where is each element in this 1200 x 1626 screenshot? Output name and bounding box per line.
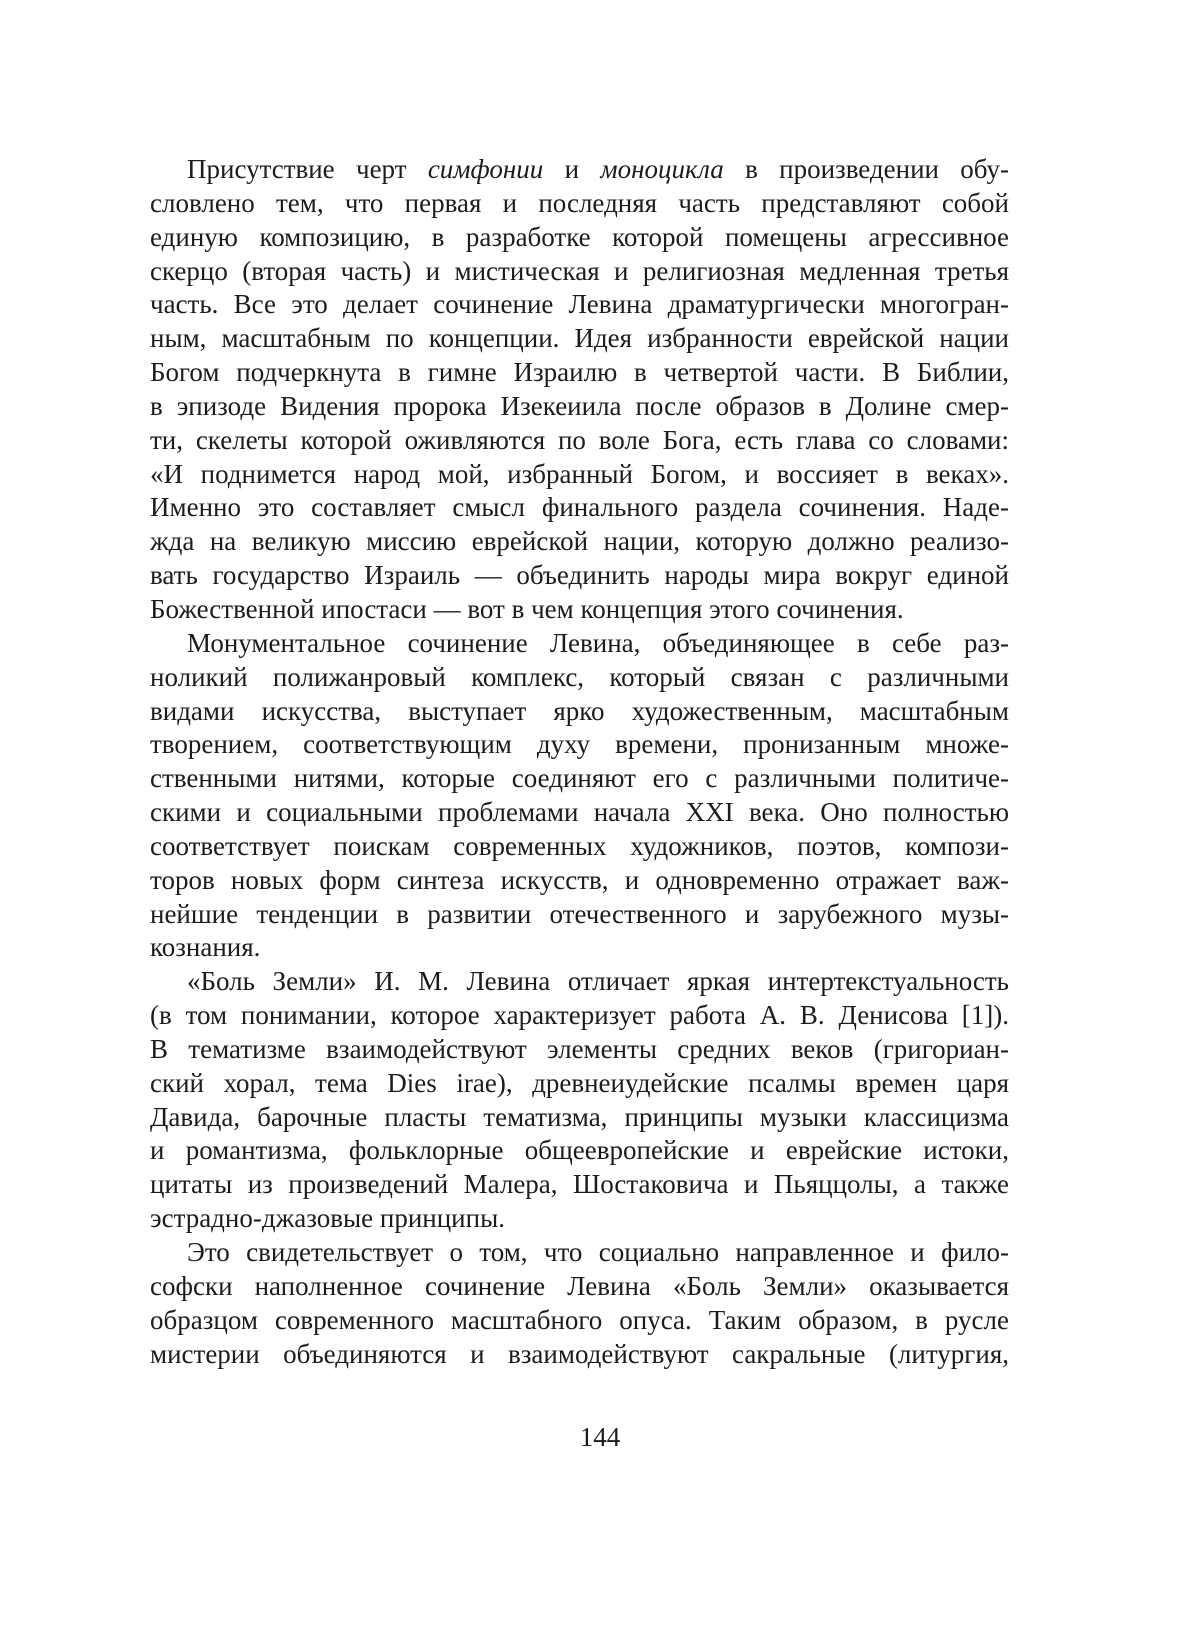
text-line: кознания. <box>150 932 261 963</box>
paragraph <box>150 153 1009 627</box>
text-line: (в том понимании, которое характеризует работа А. В. Денисова [1]). <box>150 1000 1009 1031</box>
text-line: мистерии объединяются и взаимодействуют сакральные (литургия, <box>150 1338 1009 1369</box>
text-line: ти, скелеты которой оживляются по воле Бога, есть глава со словами: <box>150 424 1009 455</box>
text-line: эстрадно-джазовые принципы. <box>150 1203 505 1234</box>
text-line <box>150 153 1009 187</box>
text-line: Монументальное сочинение Левина, объединяющее в себе раз- <box>187 627 1009 658</box>
text-segment: Присутствие черт <box>187 154 428 184</box>
text-line: вать государство Израиль — объединить народы мира вокруг единой <box>150 560 1009 591</box>
text-line: творением, соответствующим духу времени, пронизанным множе- <box>150 729 1009 760</box>
text-line: ский хорал, тема Dies irae), древнеиудейские псалмы времен царя <box>150 1067 1009 1098</box>
text-line: скими и социальными проблемами начала XXI века. Оно полностью <box>150 797 1009 828</box>
paragraph <box>150 965 1009 1236</box>
text-line: «И поднимется народ мой, избранный Богом, и воссияет в веках». <box>150 458 1009 489</box>
body-text <box>150 153 1009 1371</box>
text-line: образцом современного масштабного опуса. Таким образом, в русле <box>150 1304 1009 1335</box>
text-line: Давида, барочные пласты тематизма, принципы музыки классицизма <box>150 1101 1009 1132</box>
text-line: Именно это составляет смысл финального раздела сочинения. Наде- <box>150 492 1009 523</box>
text-line: ным, масштабным по концепции. Идея избранности еврейской нации <box>150 323 1009 354</box>
text-line: скерцо (вторая часть) и мистическая и религиозная медленная третья <box>150 255 1009 286</box>
text-line: торов новых форм синтеза искусств, и одновременно отражает важ- <box>150 864 1009 895</box>
text-line: ственными нитями, которые соединяют его с различными политиче- <box>150 763 1009 794</box>
text-line: жда на великую миссию еврейской нации, которую должно реализо- <box>150 526 1009 557</box>
text-line: единую композицию, в разработке которой помещены агрессивное <box>150 221 1009 252</box>
text-line: Это свидетельствует о том, что социально направленное и фило- <box>187 1237 1009 1267</box>
italic-term: симфонии <box>427 154 544 184</box>
text-line: в эпизоде Видения пророка Изекеиила после образов в Долине смер- <box>150 390 1009 421</box>
text-line: цитаты из произведений Малера, Шостаковича и Пьяццолы, а также <box>150 1169 1009 1200</box>
text-line: Богом подчеркнута в гимне Израилю в четвертой части. В Библии, <box>150 357 1009 388</box>
text-line: соответствует поискам современных художников, поэтов, компози- <box>150 830 1009 861</box>
text-line: софски наполненное сочинение Левина «Боль Земли» оказывается <box>150 1270 1009 1301</box>
text-segment: и <box>543 154 601 184</box>
italic-term: моноцикла <box>600 154 724 184</box>
text-line: Божественной ипостаси — вот в чем концепция этого сочинения. <box>150 593 904 624</box>
text-line: ноликий полижанровый комплекс, который связан с различными <box>150 661 1009 692</box>
text-line: и романтизма, фольклорные общеевропейские и еврейские истоки, <box>150 1135 1009 1166</box>
text-line: В тематизме взаимодействуют элементы средних веков (григориан- <box>150 1033 1009 1064</box>
text-segment: в произведении обу- <box>723 154 1009 184</box>
text-line: нейшие тенденции в развитии отечественного и зарубежного музы- <box>150 898 1009 929</box>
text-line: часть. Все это делает сочинение Левина драматургически многогран- <box>150 289 1009 320</box>
text-line: видами искусства, выступает ярко художественным, масштабным <box>150 695 1009 726</box>
paragraph <box>150 627 1009 965</box>
paragraph <box>150 1236 1009 1371</box>
page-number: 144 <box>579 1422 621 1452</box>
text-line: словлено тем, что первая и последняя часть представляют собой <box>150 187 1009 218</box>
text-line: «Боль Земли» И. М. Левина отличает яркая интертекстуальность <box>187 966 1009 997</box>
